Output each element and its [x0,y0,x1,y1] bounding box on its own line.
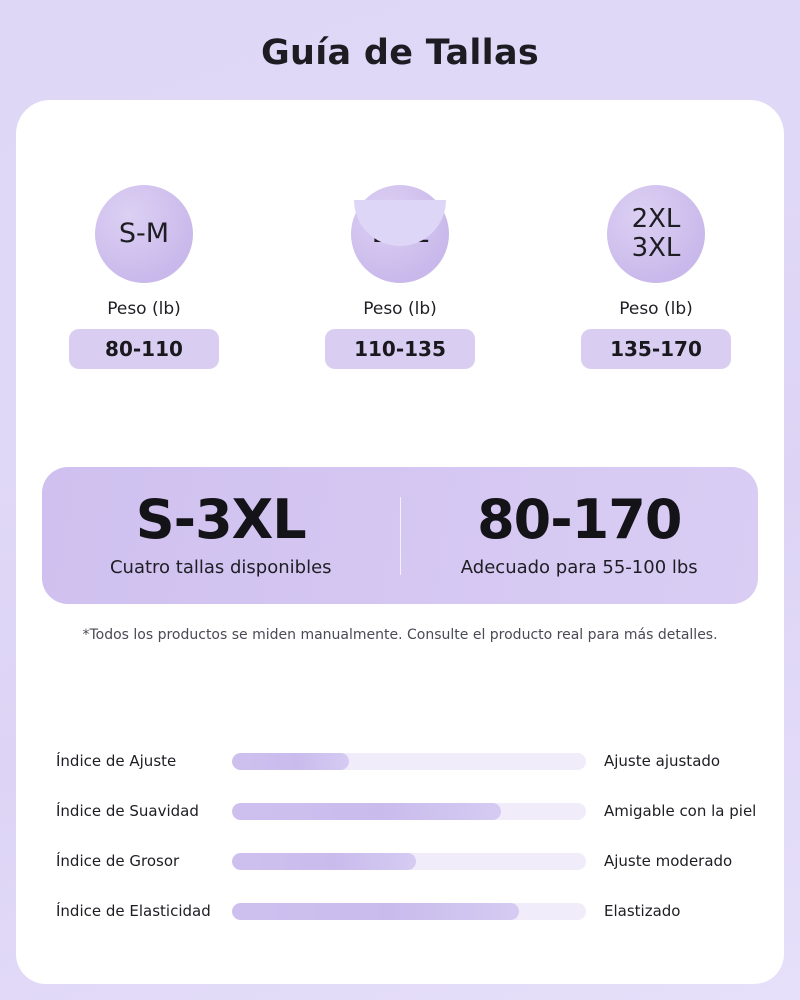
summary-banner [42,467,758,604]
index-bars [36,736,766,936]
weight-label-sm: Peso (lb) [107,299,181,319]
weight-range-sm: 80-110 [69,329,219,369]
summary-sizes [42,488,400,578]
index-fill-softness [232,803,501,820]
summary-sizes-value: S-3XL [135,488,306,551]
summary-weight [401,488,759,578]
index-track-softness [232,803,586,820]
index-label-softness: Índice de Suavidad [56,802,199,820]
index-value-fit: Ajuste ajustado [604,752,721,770]
index-track-elasticity [232,903,586,920]
size-column-sm [39,185,249,369]
size-column-2xl3xl [551,185,761,369]
index-row-fit [36,736,766,786]
index-value-thickness: Ajuste moderado [604,852,733,870]
summary-sizes-caption: Cuatro tallas disponibles [109,557,332,578]
size-circle-2xl3xl [607,185,705,283]
index-row-thickness [36,836,766,886]
index-fill-fit [232,753,349,770]
index-value-elasticity: Elastizado [604,902,681,920]
index-label-elasticity: Índice de Elasticidad [56,902,211,920]
size-circle-label: S-M [118,218,170,250]
summary-weight-value: 80-170 [477,488,682,551]
index-fill-thickness [232,853,416,870]
index-label-fit: Índice de Ajuste [56,752,177,770]
summary-weight-caption: Adecuado para 55-100 lbs [460,557,698,578]
index-fill-elasticity [232,903,519,920]
size-circle-label-line2: 3XL [631,233,681,263]
index-label-thickness: Índice de Grosor [56,852,180,870]
index-track-thickness [232,853,586,870]
index-row-elasticity [36,886,766,936]
index-row-softness [36,786,766,836]
page-title: Guía de Tallas [260,33,540,73]
index-track-fit [232,753,586,770]
index-value-softness: Amigable con la piel [604,802,757,820]
size-circle-label-line1: 2XL [631,203,681,234]
weight-range-lxl: 110-135 [325,329,475,369]
weight-label-lxl: Peso (lb) [363,299,437,319]
content-card [16,100,784,984]
size-circle-sm [95,185,193,283]
weight-range-2xl3xl: 135-170 [581,329,731,369]
weight-label-2xl3xl: Peso (lb) [619,299,693,319]
measurement-footnote: *Todos los productos se miden manualmente. Consulte el producto real para más detalles. [82,627,718,643]
